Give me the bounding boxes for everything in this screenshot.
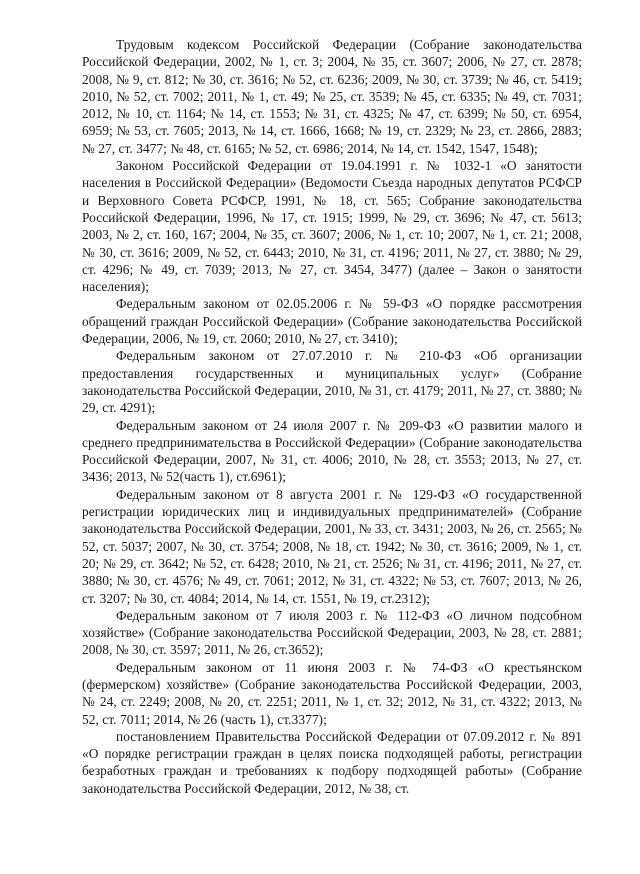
paragraph-citizen-appeals-law: Федеральным законом от 02.05.2006 г. № 59-ФЗ «О порядке рассмотрения обращений граждан Российской Федерации» (Собрание законодательства Российской Федерации, 2006, № 19, ст. 2060; 2010, № 27, ст. 3410); [82, 296, 582, 347]
document-page [82, 36, 582, 797]
paragraph-public-services-law: Федеральным законом от 27.07.2010 г. № 210-ФЗ «Об организации предоставления государственных и муниципальных услуг» (Собрание законодательства Российской Федерации, 2010, № 31, ст. 4179; 2011, № 27, ст. 3880; № 29, ст. 4291); [82, 348, 582, 416]
paragraph-state-registration-law: Федеральным законом от 8 августа 2001 г. № 129-ФЗ «О государственной регистрации юридических лиц и индивидуальных предпринимателей» (Собрание законодательства Российской Федерации, 2001, № 33, ст. 3431; 2003, № 26, ст. 2565; № 52, ст. 5037; 2007, № 30, ст. 3754; 2008, № 18, ст. 1942; № 30, ст. 3616; 2009, № 1, ст. 20; № 29, ст. 3642; № 52, ст. 6428; 2010, № 21, ст. 2526; № 31, ст. 4196; 2011, № 27, ст. 3880; № 30, ст. 4576; № 49, ст. 7061; 2012, № 31, ст. 4322; № 53, ст. 7607; 2013, № 26, ст. 3207; № 30, ст. 4084; 2014, № 14, ст. 1551, № 19, ст.2312); [82, 486, 582, 606]
paragraph-labor-code: Трудовым кодексом Российской Федерации (Собрание законодательства Российской Федерации, 2002, № 1, ст. 3; 2004, № 35, ст. 3607; 2006, № 27, ст. 2878; 2008, № 9, ст. 812; № 30, ст. 3616; № 52, ст. 6236; 2009, № 30, ст. 3739; № 46, ст. 5419; 2010, № 52, ст. 7002; 2011, № 1, ст. 49; № 25, ст. 3539; № 45, ст. 6335; № 49, ст. 7031; 2012, № 10, ст. 1164; № 14, ст. 1553; № 31, ст. 4325; № 47, ст. 6399; № 50, ст. 6954, 6959; № 53, ст. 7605; 2013, № 14, ст. 1666, 1668; № 19, ст. 2329; № 23, ст. 2866, 2883; № 27, ст. 3477; № 48, ст. 6165; № 52, ст. 6986; 2014, № 14, ст. 1542, 1547, 1548); [82, 37, 582, 156]
paragraph-employment-law: Законом Российской Федерации от 19.04.1991 г. № 1032-1 «О занятости населения в Российской Федерации» (Ведомости Съезда народных депутатов РСФСР и Верховного Совета РСФСР, 1991, № 18, ст. 565; Собрание законодательства Российской Федерации, 1996, № 17, ст. 1915; 1999, № 29, ст. 3696; № 47, ст. 5613; 2003, № 2, ст. 160, 167; 2004, № 35, ст. 3607; 2006, № 1, ст. 10; 2007, № 1, ст. 21; 2008, № 30, ст. 3616; 2009, № 52, ст. 6443; 2010, № 31, ст. 4196; 2011, № 27, ст. 3880; № 29, ст. 4296; № 49, ст. 7039; 2013, № 27, ст. 3454, 3477) (далее – Закон о занятости населения); [82, 158, 582, 295]
paragraph-government-decree: постановлением Правительства Российской Федерации от 07.09.2012 г. № 891 «О порядке регистрации граждан в целях поиска подходящей работы, регистрации безработных граждан и требованиях к подбору подходящей работы» (Собрание законодательства Российской Федерации, 2012, № 38, ст. [82, 728, 582, 796]
paragraph-peasant-farm-law: Федеральным законом от 11 июня 2003 г. № 74-ФЗ «О крестьянском (фермерском) хозяйстве» (Собрание законодательства Российской Федерации, 2003, № 24, ст. 2249; 2008, № 20, ст. 2251; 2011, № 1, ст. 32; 2012, № 31, ст. 4322; 2013, № 52, ст. 7011; 2014, № 26 (часть 1), ст.3377); [82, 659, 582, 727]
paragraph-small-business-law: Федеральным законом от 24 июля 2007 г. № 209-ФЗ «О развитии малого и среднего предпринимательства в Российской Федерации» (Собрание законодательства Российской Федерации, 2007, № 31, ст. 4006; 2010, № 28, ст. 3553; 2013, № 27, ст. 3436; 2013, № 52(часть 1), ст.6961); [82, 417, 582, 485]
paragraph-personal-farm-law: Федеральным законом от 7 июля 2003 г. № 112-ФЗ «О личном подсобном хозяйстве» (Собрание законодательства Российской Федерации, 2003, № 28, ст. 2881; 2008, № 30, ст. 3597; 2011, № 26, ст.3652); [82, 607, 582, 658]
